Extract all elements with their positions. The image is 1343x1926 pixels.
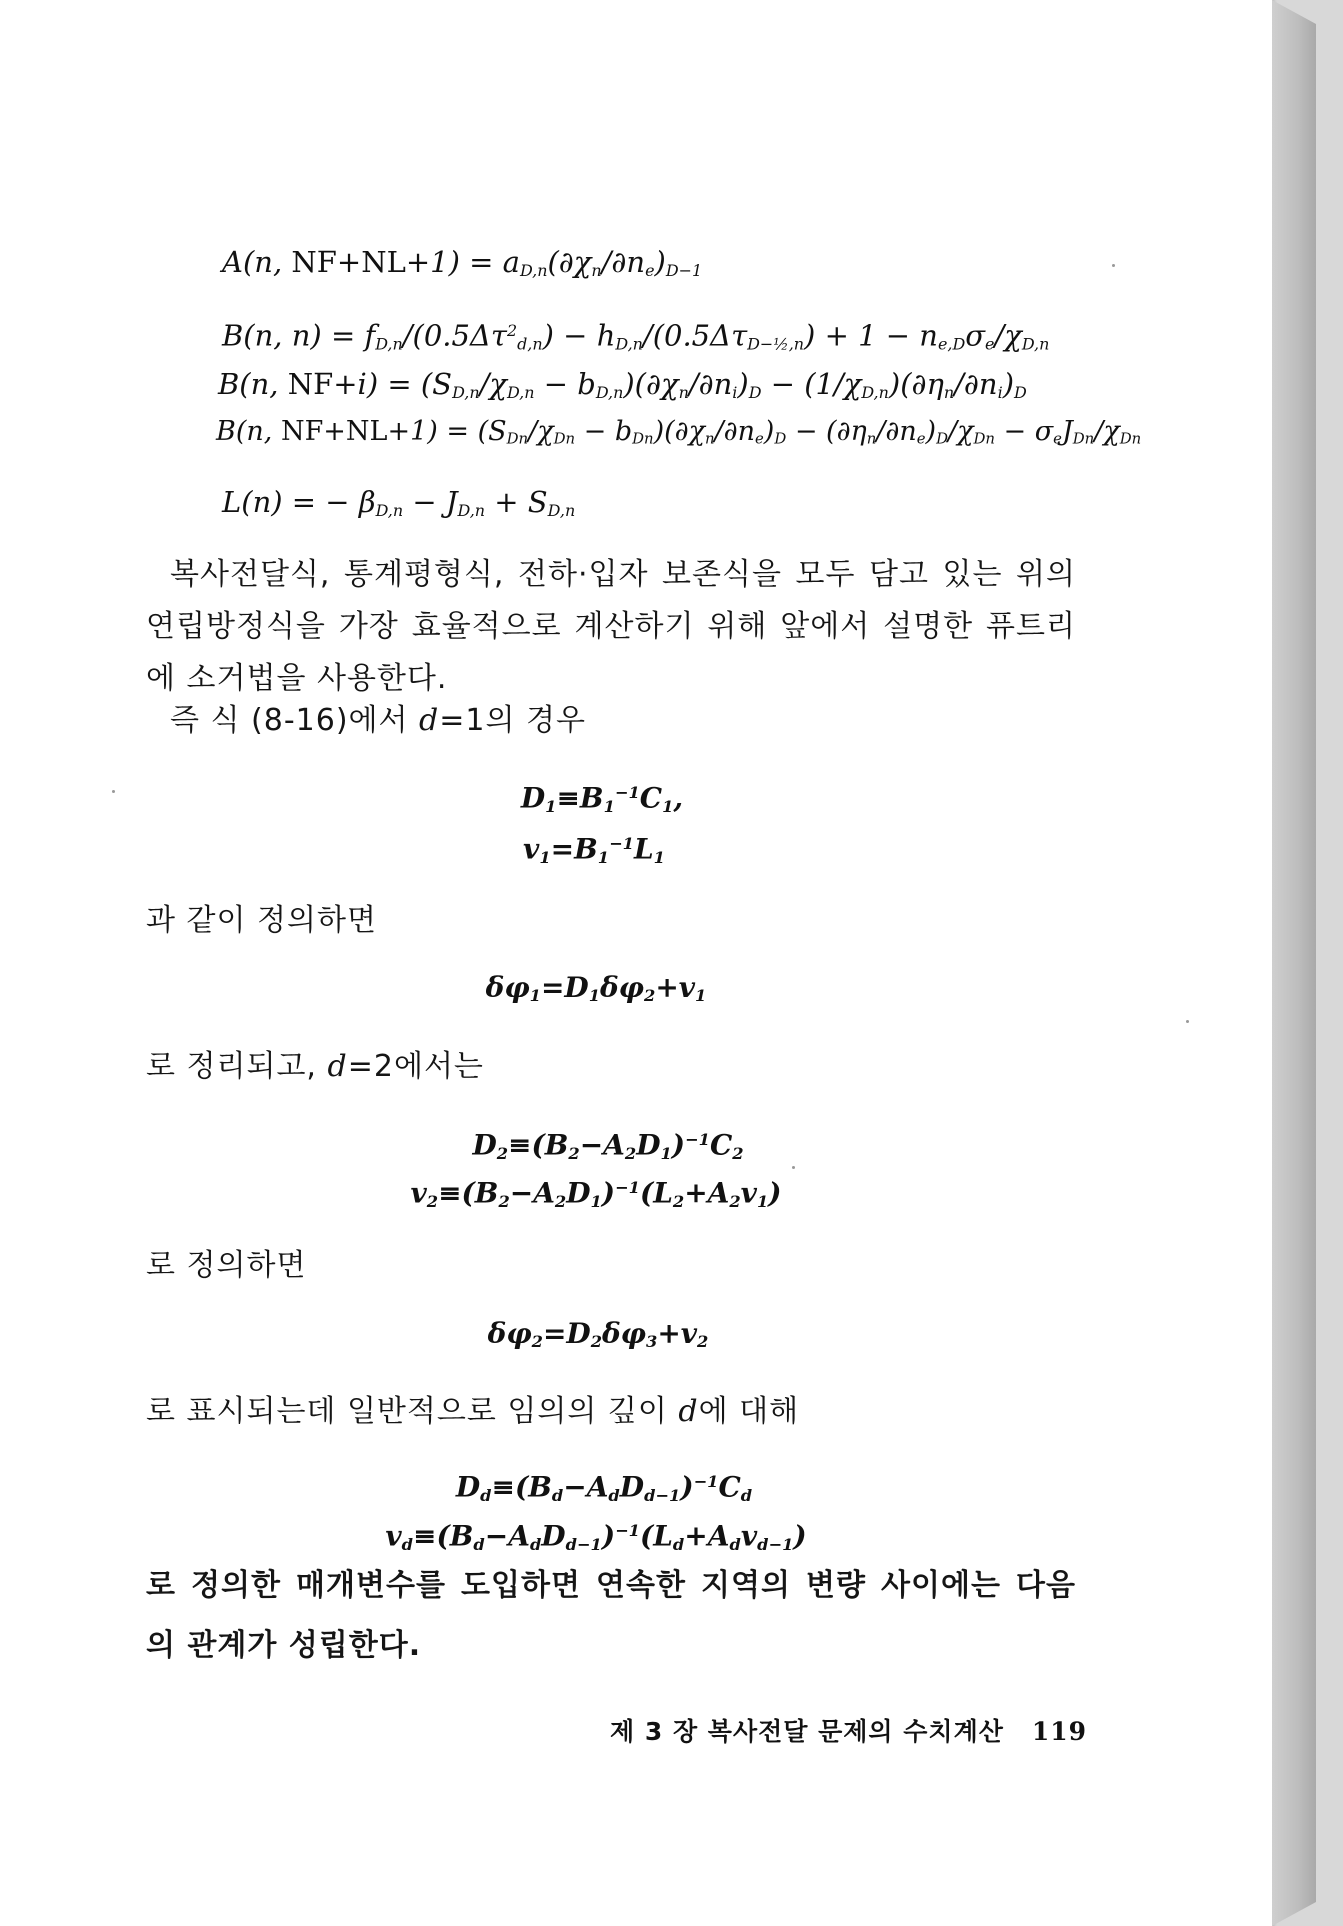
- chapter-title: 제 3 장 복사전달 문제의 수치계산: [610, 1717, 1004, 1746]
- equation-l: L(n) = − $\beta_{D,n} - J_{D,n} + S_{D,n}$: [222, 485, 576, 520]
- scan-speck: [1112, 264, 1115, 267]
- line-arrange: [146, 1042, 484, 1092]
- line-define: 과 같이 정의하면: [146, 903, 377, 938]
- case-prefix: 즉 식 (8-16)에서: [170, 703, 409, 738]
- scan-speck: [112, 790, 115, 793]
- equation-v2: $v_2\equiv(B_2-A_2D_1)^{-1}(L_2+A_2v_1)$: [410, 1176, 782, 1211]
- equation-a: A(n, $NF+NL+1) = a_{D,n}(\partial\chi_n/\partial n_e)_{D-1}$: [222, 245, 703, 280]
- general-prefix: 로 표시되는데 일반적으로 임의의 깊이: [146, 1394, 668, 1429]
- equation-dphi1: $\delta\varphi_1=D_1\delta\varphi_2+v_1$: [485, 971, 707, 1006]
- case-suffix: =1의 경우: [439, 703, 586, 738]
- page-edge: [1272, 0, 1316, 1926]
- equation-d1: $D_1\equiv B_1^{-1}C_1$,: [520, 781, 684, 816]
- general-variable: d: [678, 1394, 699, 1429]
- general-suffix: 에 대해: [698, 1394, 800, 1429]
- scan-speck: [1186, 1020, 1189, 1023]
- equation-dd: $D_d\equiv(B_d-A_dD_{d-1})^{-1}C_d$: [455, 1470, 753, 1505]
- line-case-d1: [170, 696, 586, 746]
- equation-b3: B(n, $NF+NL+1) = (S_{Dn}/\chi_{Dn} - b_{Dn})(\partial\chi_n/\partial n_e)_D - (\partial\eta_n/\partial n_e)_D/\chi_{Dn} - \sigma_eJ_{Dn}/\chi_{Dn}$: [216, 416, 1142, 448]
- scan-speck: [792, 1166, 795, 1169]
- page-number: 119: [1031, 1717, 1088, 1746]
- equation-d2: $D_2\equiv(B_2-A_2D_1)^{-1}C_2$: [472, 1128, 744, 1163]
- equation-vd: $v_d\equiv(B_d-A_dD_{d-1})^{-1}(L_d+A_dv_{d-1})$: [385, 1519, 807, 1554]
- line-define-2: 로 정의하면: [146, 1248, 307, 1283]
- arrange-suffix: =2에서는: [347, 1049, 484, 1084]
- arrange-variable: d: [327, 1049, 348, 1084]
- line-general: [146, 1387, 799, 1437]
- equation-b1: B(n, $n) = f_{D,n}/(0.5\Delta\tau^2_{d,n}) - h_{D,n}/(0.5\Delta\tau_{D-\frac{1}{2},n}) + 1 - n_{e,D}\sigma_e/\chi_{D,n}$: [222, 318, 1050, 354]
- page-footer: [610, 1712, 1087, 1748]
- paragraph-conclusion: 로 정의한 매개변수를 도입하면 연속한 지역의 변량 사이에는 다음의 관계가 성립한다.: [146, 1568, 1076, 1663]
- equation-v1: $v_1=B_1^{-1}L_1$: [523, 832, 665, 867]
- equation-dphi2: $\delta\varphi_2=D_2\delta\varphi_3+v_2$: [487, 1317, 709, 1352]
- equation-b2: B(n, $NF+i) = (S_{D,n}/\chi_{D,n} - b_{D,n})(\partial\chi_n/\partial n_i)_D - (1/\chi_{D,n})(\partial\eta_n/\partial n_i)_D$: [218, 367, 1027, 402]
- paragraph-intro: 복사전달식, 통계평형식, 전하·입자 보존식을 모두 담고 있는 위의 연립방정식을 가장 효율적으로 계산하기 위해 앞에서 설명한 퓨트리에 소거법을 사용한다.: [146, 557, 1076, 696]
- case-variable: d: [419, 703, 440, 738]
- arrange-prefix: 로 정리되고,: [146, 1049, 317, 1084]
